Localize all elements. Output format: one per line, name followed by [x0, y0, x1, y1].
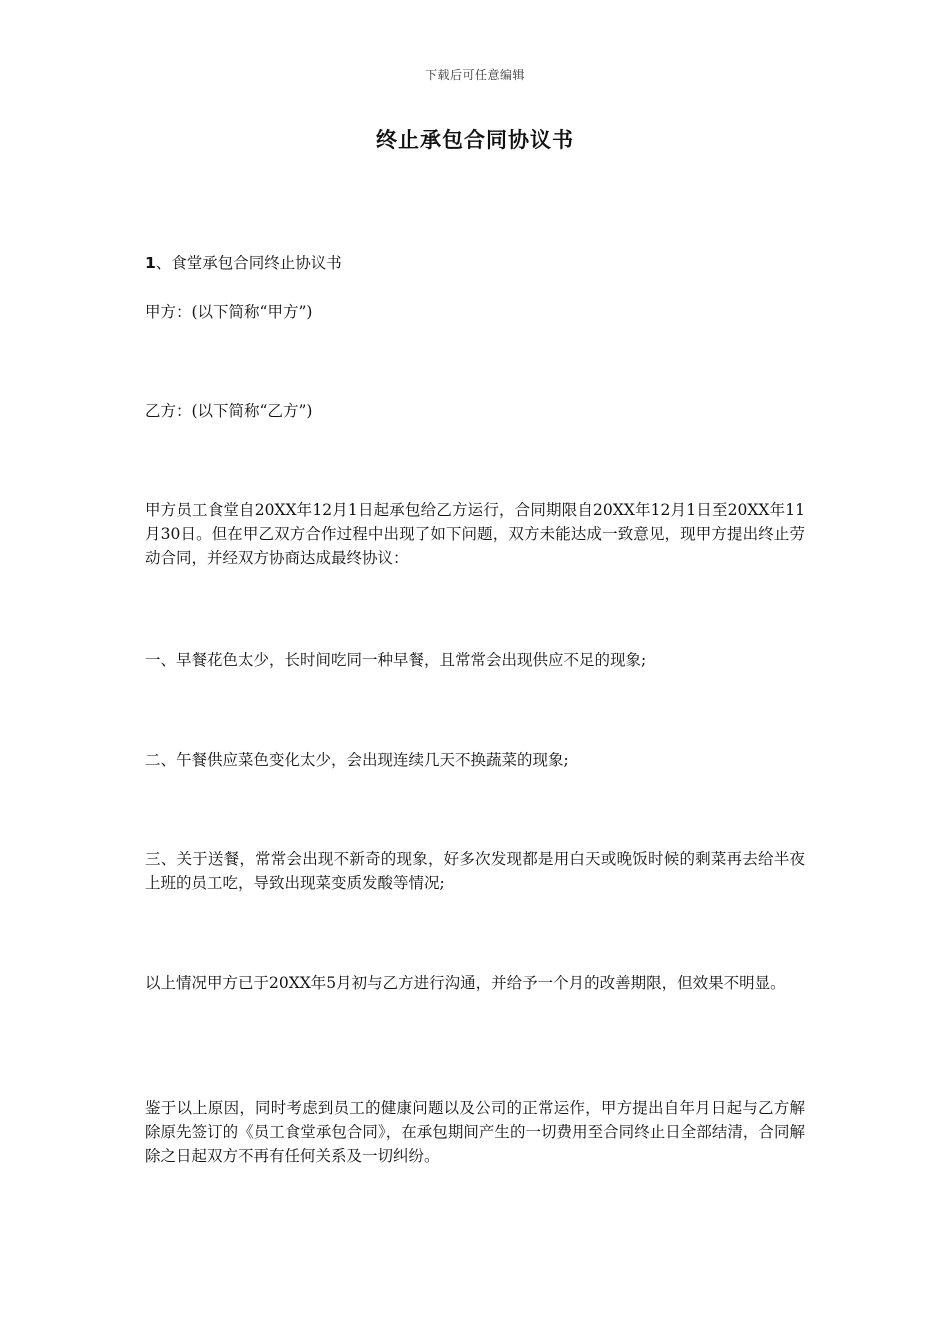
paragraph-issue-1: 一、早餐花色太少，长时间吃同一种早餐，且常常会出现供应不足的现象; [145, 651, 647, 669]
section-number: 1 [145, 254, 156, 272]
paragraph-termination: 鉴于以上原因，同时考虑到员工的健康问题以及公司的正常运作，甲方提出自年月日起与乙方解除原先签订的《员工食堂承包合同》，在承包期间产生的一切费用至合同终止日全部结清，合同解除之日起双方不再有任何关系及一切纠纷。 [145, 1099, 805, 1165]
party-a-line: 甲方：(以下简称“甲方”) [145, 303, 313, 321]
header-note: 下载后可任意编辑 [424, 68, 525, 82]
section-heading-text: 、食堂承包合同终止协议书 [155, 254, 342, 272]
paragraph-background: 甲方员工食堂自20XX年12月1日起承包给乙方运行，合同期限自20XX年12月1日至20XX年11月30日。但在甲乙双方合作过程中出现了如下问题，双方未能达成一致意见，现甲方提出终止劳动合同，并经双方协商达成最终协议： [145, 501, 805, 567]
paragraph-issue-3: 三、关于送餐，常常会出现不新奇的现象，好多次发现都是用白天或晚饭时候的剩菜再去给半夜上班的员工吃，导致出现菜变质发酸等情况; [145, 850, 805, 892]
document-title: 终止承包合同协议书 [376, 127, 574, 152]
paragraph-issue-2: 二、午餐供应菜色变化太少，会出现连续几天不换蔬菜的现象; [145, 751, 569, 769]
party-b-line: 乙方：(以下简称“乙方”) [145, 402, 313, 420]
section-heading [145, 251, 342, 275]
paragraph-communication: 以上情况甲方已于20XX年5月初与乙方进行沟通，并给予一个月的改善期限，但效果不明显。 [145, 974, 786, 992]
